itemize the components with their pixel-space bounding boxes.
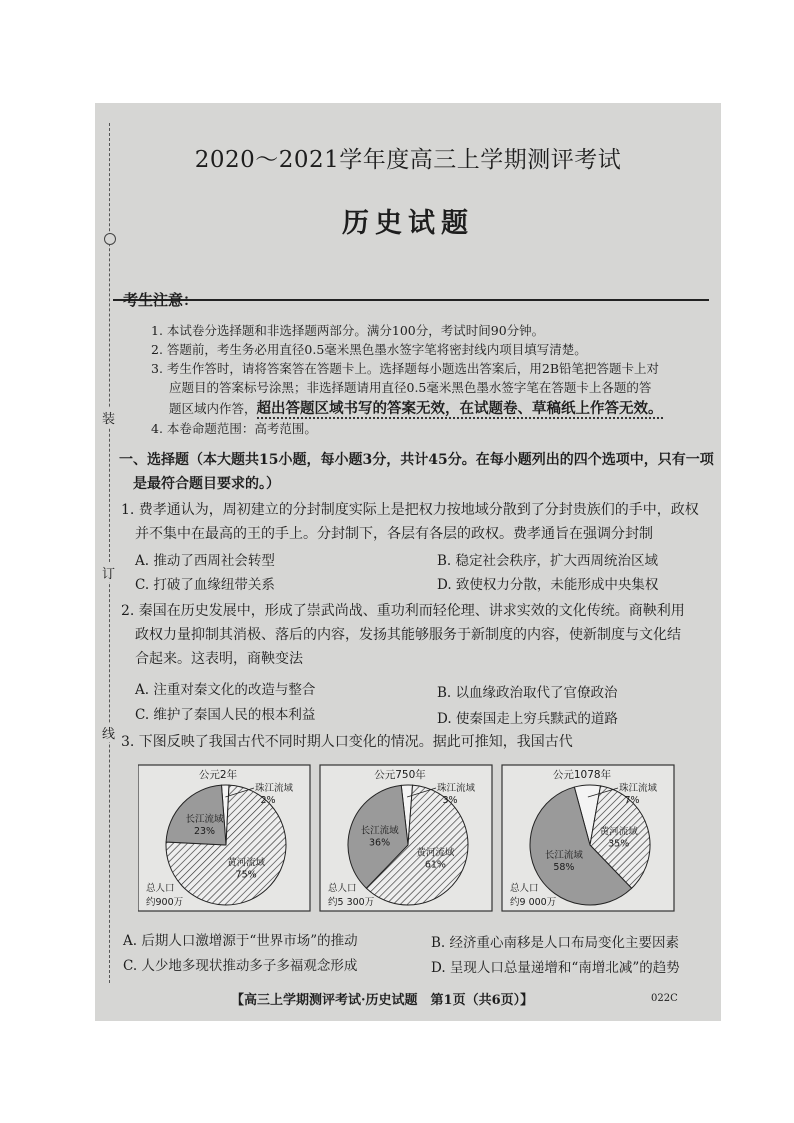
pie-slice-label: 长江流域 bbox=[360, 825, 399, 837]
q2-option-b: B. 以血缘政治取代了官僚政治 bbox=[437, 685, 618, 701]
section-heading-cont: 是最符合题目要求的。） bbox=[133, 476, 280, 492]
pie-slice-value: 2% bbox=[260, 795, 276, 806]
pie-slice-value: 7% bbox=[624, 795, 640, 806]
pie-chart-title: 公元2年 bbox=[198, 769, 238, 781]
pie-slice-value: 23% bbox=[193, 826, 216, 838]
pie-slice-label: 珠江流域 bbox=[618, 783, 658, 794]
pie-total-value: 约900万 bbox=[146, 897, 184, 908]
pie-chart-title: 公元1078年 bbox=[552, 769, 612, 781]
q1-option-c: C. 打破了血缘纽带关系 bbox=[135, 577, 275, 593]
pie-total-label: 总人口 bbox=[146, 883, 175, 894]
header-divider bbox=[113, 299, 709, 301]
binding-dashed-line bbox=[109, 123, 110, 983]
pie-slice-value: 36% bbox=[369, 837, 391, 849]
footer-code: 022C bbox=[651, 993, 678, 1004]
pie-slice-value: 61% bbox=[424, 859, 446, 871]
q2-option-c: C. 维护了秦国人民的根本利益 bbox=[135, 707, 316, 723]
pie-chart-2 bbox=[320, 765, 492, 911]
q3-option-a: A. 后期人口激增源于“世界市场”的推动 bbox=[123, 933, 358, 949]
notice-emphasis: 超出答题区域书写的答案无效，在试题卷、草稿纸上作答无效。 bbox=[256, 400, 663, 417]
pie-slice-label: 黄河流域 bbox=[416, 847, 455, 859]
q3-option-b: B. 经济重心南移是人口布局变化主要因素 bbox=[431, 935, 680, 951]
binding-char-ding: 订 bbox=[102, 563, 115, 582]
section-heading: 一、选择题（本大题共15小题，每小题3分，共计45分。在每小题列出的四个选项中，只有一项 bbox=[119, 452, 714, 468]
notice-item-3-cont: 应题目的答案标号涂黑；非选择题请用直径0.5毫米黑色墨水签字笔在答题卡上各题的答 bbox=[169, 380, 652, 395]
pie-slice-label: 长江流域 bbox=[544, 849, 583, 861]
pie-slice-value: 75% bbox=[235, 869, 257, 881]
q1-stem-2: 并不集中在最高的王的手上。分封制下，各层有各层的政权。费孝通旨在强调分封制 bbox=[135, 526, 653, 542]
notice-item-3: 3. 考生作答时，请将答案答在答题卡上。选择题每小题选出答案后，用2B铅笔把答题卡上对 bbox=[151, 361, 660, 376]
pie-total-label: 总人口 bbox=[328, 883, 357, 894]
pie-slice-label: 黄河流域 bbox=[227, 857, 266, 869]
q1-option-b: B. 稳定社会秩序，扩大西周统治区域 bbox=[437, 553, 659, 569]
q1-option-d: D. 致使权力分散，未能形成中央集权 bbox=[437, 577, 659, 593]
exam-title: 2020～2021学年度高三上学期测评考试 bbox=[194, 147, 622, 173]
binding-char-zhuang: 装 bbox=[102, 408, 115, 427]
q3-stem-1: 3. 下图反映了我国古代不同时期人口变化的情况。据此可推知，我国古代 bbox=[121, 734, 573, 750]
q3-option-c: C. 人少地多现状推动多子多福观念形成 bbox=[123, 958, 358, 974]
exam-paper bbox=[95, 103, 721, 1021]
notice-item-3-end bbox=[169, 397, 663, 418]
subject-title: 历史试题 bbox=[342, 208, 474, 239]
pie-slice-value: 58% bbox=[553, 861, 575, 873]
q2-stem-1: 2. 秦国在历史发展中，形成了崇武尚战、重功利而轻伦理、讲求实效的文化传统。商鞅利用 bbox=[121, 603, 685, 619]
notice-item-1: 1. 本试卷分选择题和非选择题两部分。满分100分，考试时间90分钟。 bbox=[151, 323, 545, 338]
population-pie-charts bbox=[138, 763, 698, 915]
q2-stem-3: 合起来。这表明，商鞅变法 bbox=[135, 651, 303, 667]
pie-chart-1 bbox=[138, 765, 310, 911]
pie-total-value: 约5 300万 bbox=[328, 897, 375, 908]
notice-item-2: 2. 答题前，考生务必用直径0.5毫米黑色墨水签字笔将密封线内项目填写清楚。 bbox=[151, 342, 587, 357]
q1-option-a: A. 推动了西周社会转型 bbox=[135, 553, 275, 569]
notice-heading: 考生注意： bbox=[123, 291, 199, 309]
pie-slice-label: 黄河流域 bbox=[599, 826, 638, 838]
q2-option-d: D. 使秦国走上穷兵黩武的道路 bbox=[437, 711, 618, 727]
q3-option-d: D. 呈现人口总量递增和“南增北减”的趋势 bbox=[431, 960, 680, 976]
notice-item-4: 4. 本卷命题范围：高考范围。 bbox=[151, 421, 317, 436]
pie-slice-value: 3% bbox=[442, 795, 458, 806]
q2-option-a: A. 注重对秦文化的改造与整合 bbox=[135, 682, 316, 698]
binding-char-xian: 线 bbox=[102, 723, 115, 742]
q2-stem-2: 政权力量抑制其消极、落后的内容，发扬其能够服务于新制度的内容，使新制度与文化结 bbox=[135, 627, 681, 643]
q1-stem-1: 1. 费孝通认为，周初建立的分封制度实际上是把权力按地域分散到了分封贵族们的手中，政权 bbox=[121, 502, 699, 518]
pie-total-value: 约9 000万 bbox=[510, 897, 557, 908]
notice-item-3-lead: 题区域内作答， bbox=[169, 401, 257, 416]
pie-slice-label: 珠江流域 bbox=[254, 783, 294, 794]
footer-page-label: 【高三上学期测评考试·历史试题 第1页（共6页）】 bbox=[231, 993, 534, 1008]
pie-total-label: 总人口 bbox=[510, 883, 539, 894]
binding-margin bbox=[102, 123, 116, 983]
pie-slice-label: 长江流域 bbox=[185, 814, 224, 826]
pie-slice-label: 珠江流域 bbox=[436, 783, 476, 794]
pie-slice-value: 35% bbox=[608, 838, 630, 850]
pie-chart-3 bbox=[502, 765, 674, 911]
pie-chart-title: 公元750年 bbox=[374, 769, 426, 781]
